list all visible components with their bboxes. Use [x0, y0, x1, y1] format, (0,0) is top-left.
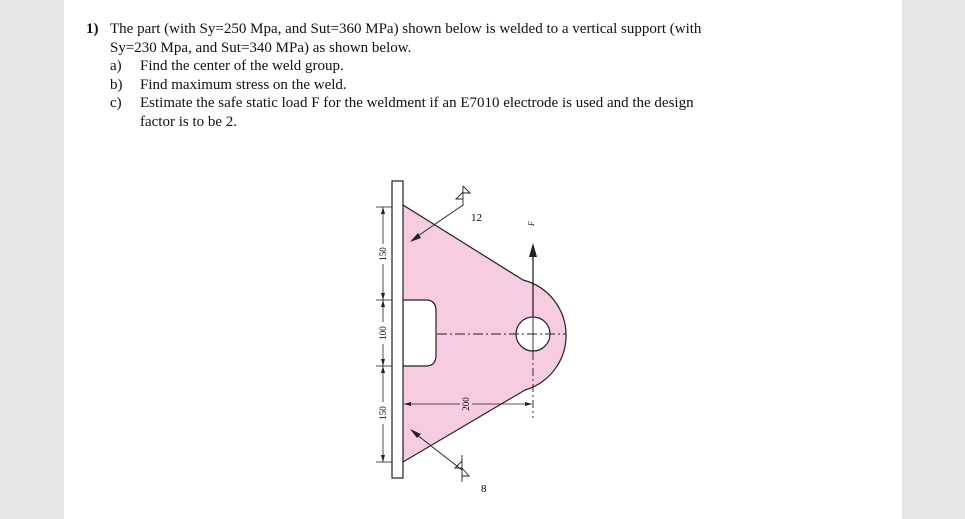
- vertical-support: [392, 181, 403, 478]
- bottom-weld-size: 8: [481, 483, 487, 495]
- question-c-label: c): [110, 95, 122, 111]
- problem-line-2: Sy=230 Mpa, and Sut=340 MPa) as shown below.: [110, 39, 412, 56]
- question-b-text: Find maximum stress on the weld.: [140, 76, 347, 93]
- question-c-text: Estimate the safe static load F for the weldment if an E7010 electrode is used and the design: [140, 95, 694, 111]
- top-weld-fillet-symbol: [456, 192, 463, 199]
- dim-left-top: 150: [378, 247, 388, 261]
- problem-number: 1): [86, 21, 99, 37]
- problem-line-1: The part (with Sy=250 Mpa, and Sut=360 MPa) shown below is welded to a vertical support (with: [110, 21, 702, 37]
- dim-left-bottom: 150: [378, 406, 388, 420]
- dim-horizontal: 200: [461, 397, 471, 411]
- bottom-weld-all-around-flag: [462, 468, 469, 476]
- top-weld-all-around-flag: [463, 186, 470, 193]
- question-a-text: Find the center of the weld group.: [140, 58, 344, 74]
- dim-left-middle: 100: [378, 326, 388, 340]
- question-c-text-2: factor is to be 2.: [140, 113, 238, 130]
- question-b-label: b): [110, 76, 123, 93]
- force-arrow-head: [529, 243, 537, 257]
- slot-cutout: [403, 300, 436, 366]
- question-a-label: a): [110, 58, 122, 74]
- top-weld-size: 12: [471, 212, 482, 224]
- force-label: F: [527, 221, 536, 226]
